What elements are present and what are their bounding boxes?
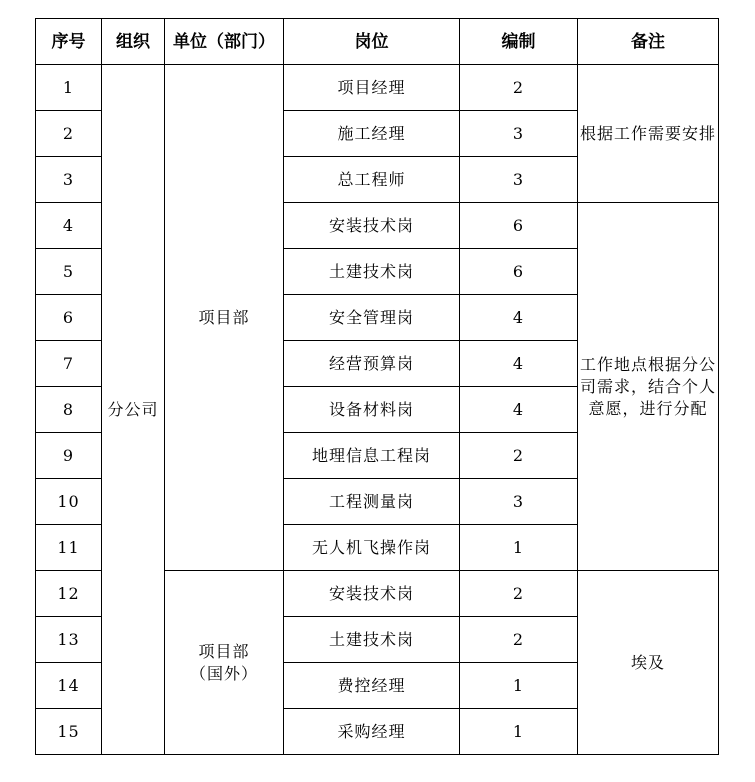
header-serial: 序号 — [36, 19, 102, 65]
row-serial: 14 — [36, 663, 102, 709]
header-post: 岗位 — [284, 19, 460, 65]
row-post: 安全管理岗 — [284, 295, 460, 341]
row-post: 项目经理 — [284, 65, 460, 111]
row-serial: 3 — [36, 157, 102, 203]
row-headcount: 2 — [460, 617, 578, 663]
department-cell-overseas — [165, 571, 284, 755]
table-row — [36, 65, 719, 111]
row-post: 土建技术岗 — [284, 617, 460, 663]
row-post: 设备材料岗 — [284, 387, 460, 433]
header-organization: 组织 — [102, 19, 165, 65]
organization-cell: 分公司 — [102, 65, 165, 755]
row-headcount: 2 — [460, 571, 578, 617]
row-serial: 13 — [36, 617, 102, 663]
row-serial: 8 — [36, 387, 102, 433]
row-serial: 9 — [36, 433, 102, 479]
row-headcount: 1 — [460, 525, 578, 571]
row-post: 地理信息工程岗 — [284, 433, 460, 479]
department-name: 项目部 — [198, 641, 250, 661]
row-serial: 10 — [36, 479, 102, 525]
row-serial: 2 — [36, 111, 102, 157]
department-cell: 项目部 — [165, 65, 284, 571]
table-header-row — [36, 19, 719, 65]
row-headcount: 4 — [460, 295, 578, 341]
row-post: 采购经理 — [284, 709, 460, 755]
row-serial: 6 — [36, 295, 102, 341]
row-headcount: 3 — [460, 157, 578, 203]
header-remarks: 备注 — [578, 19, 719, 65]
row-post: 无人机飞操作岗 — [284, 525, 460, 571]
row-serial: 12 — [36, 571, 102, 617]
row-headcount: 1 — [460, 663, 578, 709]
row-post: 工程测量岗 — [284, 479, 460, 525]
row-post: 费控经理 — [284, 663, 460, 709]
header-department: 单位（部门） — [165, 19, 284, 65]
header-headcount: 编制 — [460, 19, 578, 65]
row-headcount: 2 — [460, 433, 578, 479]
remark-cell: 根据工作需要安排 — [578, 65, 719, 203]
row-post: 安装技术岗 — [284, 571, 460, 617]
row-serial: 1 — [36, 65, 102, 111]
row-post: 安装技术岗 — [284, 203, 460, 249]
row-serial: 5 — [36, 249, 102, 295]
row-headcount: 4 — [460, 341, 578, 387]
remark-cell: 埃及 — [578, 571, 719, 755]
department-qualifier: （国外） — [189, 663, 258, 683]
row-headcount: 2 — [460, 65, 578, 111]
row-headcount: 6 — [460, 249, 578, 295]
row-serial: 15 — [36, 709, 102, 755]
row-headcount: 3 — [460, 479, 578, 525]
row-serial: 4 — [36, 203, 102, 249]
row-headcount: 4 — [460, 387, 578, 433]
row-post: 总工程师 — [284, 157, 460, 203]
row-serial: 7 — [36, 341, 102, 387]
row-post: 经营预算岗 — [284, 341, 460, 387]
row-post: 土建技术岗 — [284, 249, 460, 295]
row-headcount: 3 — [460, 111, 578, 157]
row-headcount: 1 — [460, 709, 578, 755]
row-post: 施工经理 — [284, 111, 460, 157]
row-headcount: 6 — [460, 203, 578, 249]
row-serial: 11 — [36, 525, 102, 571]
staffing-table — [35, 18, 719, 755]
remark-cell: 工作地点根据分公司需求，结合个人意愿，进行分配 — [578, 203, 719, 571]
